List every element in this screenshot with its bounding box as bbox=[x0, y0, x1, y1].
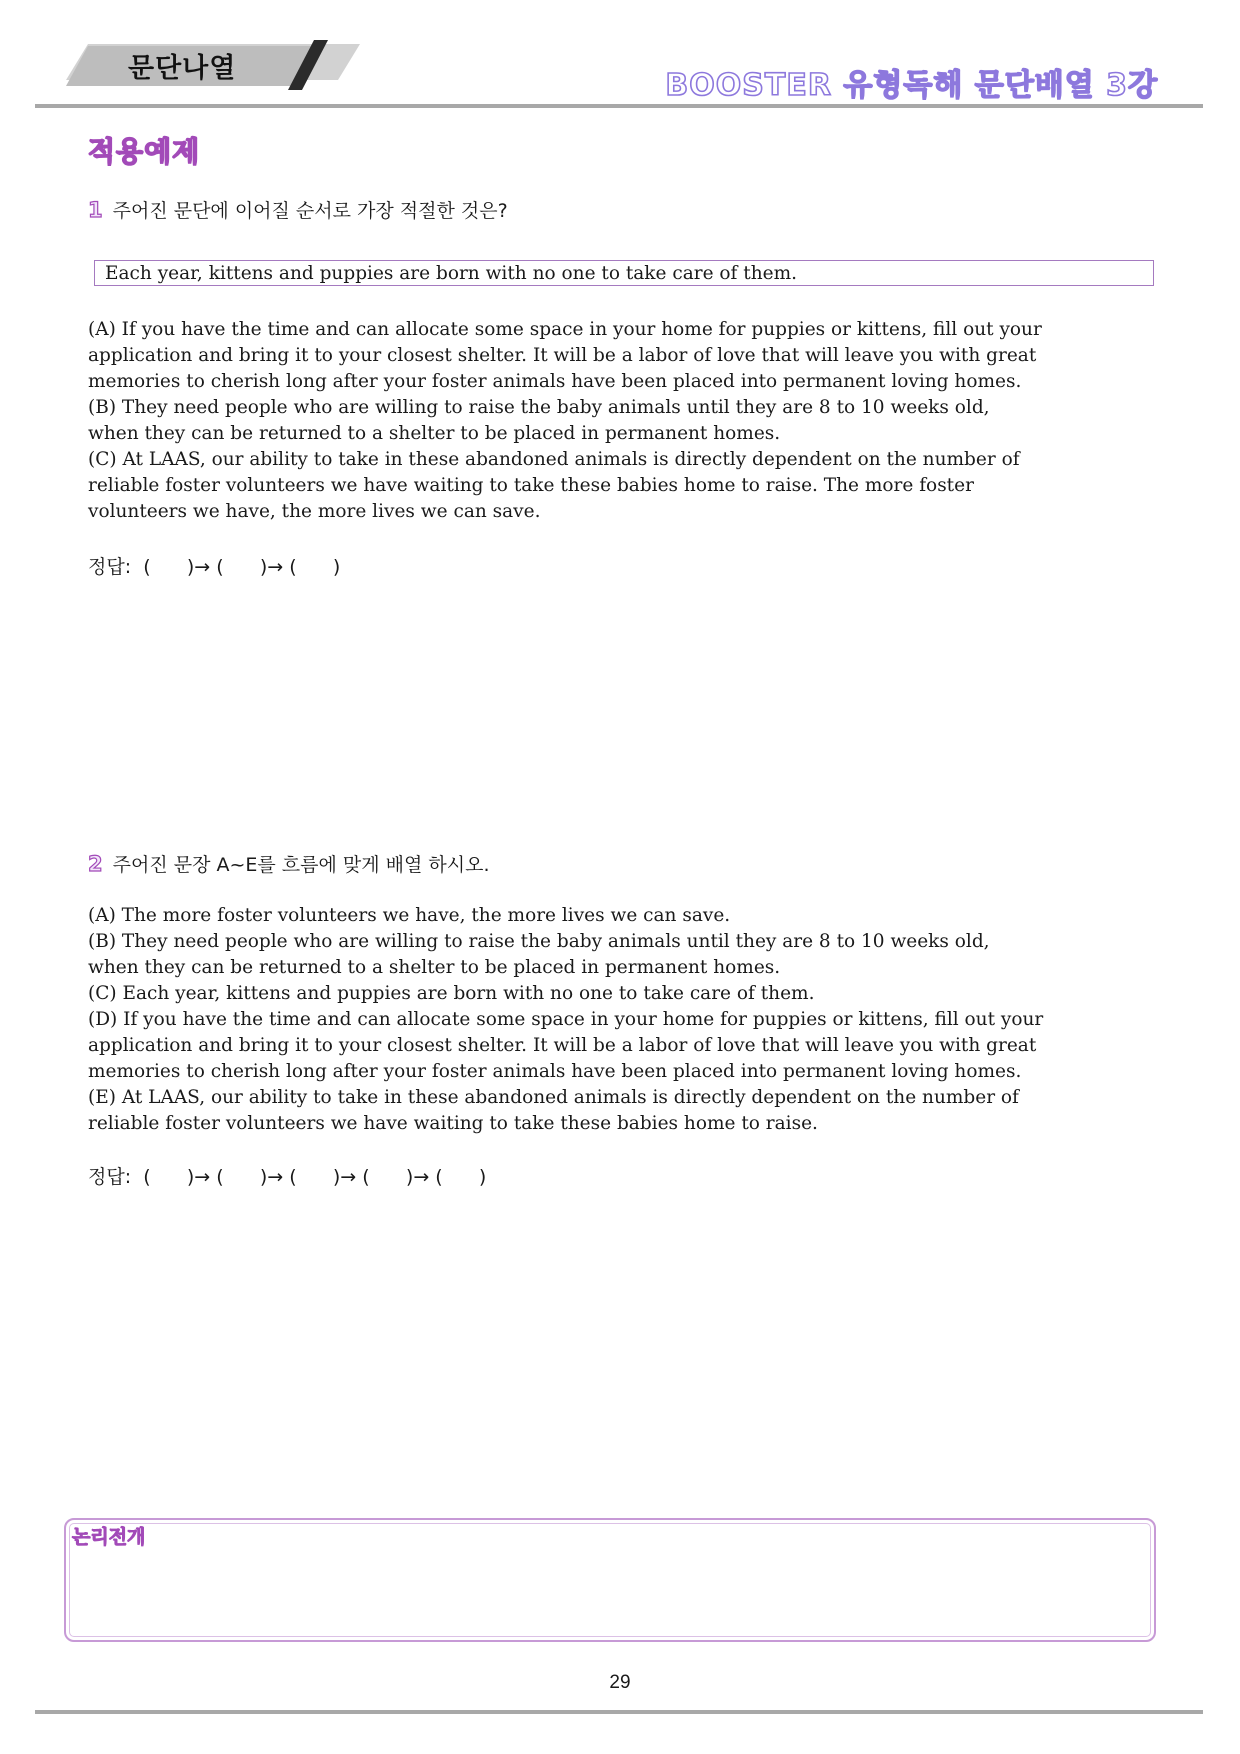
sentence-line: (A) The more foster volunteers we have, the more lives we can save. bbox=[88, 905, 731, 926]
passage-line: memories to cherish long after your foster animals have been placed into permanent loving homes. bbox=[88, 371, 1022, 392]
question-2-answer-blank[interactable]: 정답: ( )→ ( )→ ( )→ ( )→ ( ) bbox=[88, 1166, 487, 1188]
page-number: 29 bbox=[609, 1672, 631, 1693]
sentence-line: (D) If you have the time and can allocate some space in your home for puppies or kittens, fill out your bbox=[88, 1009, 1044, 1030]
footer-divider bbox=[35, 1710, 1203, 1714]
passage-line: (A) If you have the time and can allocate some space in your home for puppies or kittens, fill out your bbox=[88, 319, 1042, 340]
question-1-passages bbox=[88, 317, 1154, 525]
header-divider bbox=[35, 104, 1203, 108]
question-2-number: 2 bbox=[88, 852, 103, 876]
passage-line: application and bring it to your closest shelter. It will be a labor of love that will leave you with great bbox=[88, 345, 1037, 366]
question-1-answer-blank[interactable]: 정답: ( )→ ( )→ ( ) bbox=[88, 556, 341, 578]
question-1-number: 1 bbox=[88, 198, 103, 222]
sentence-line: reliable foster volunteers we have waiting to take these babies home to raise. bbox=[88, 1113, 818, 1134]
section-title: 적용예제 bbox=[88, 135, 201, 168]
sentence-line: (E) At LAAS, our ability to take in these abandoned animals is directly dependent on the number of bbox=[88, 1087, 1019, 1108]
header-tab-title: 문단나열 bbox=[128, 53, 237, 84]
question-2-instruction: 주어진 문장 A~E를 흐름에 맞게 배열 하시오. bbox=[112, 854, 490, 876]
passage-line: when they can be returned to a shelter to be placed in permanent homes. bbox=[88, 423, 781, 444]
sentence-line: (C) Each year, kittens and puppies are born with no one to take care of them. bbox=[88, 983, 815, 1004]
passage-line: (C) At LAAS, our ability to take in these abandoned animals is directly dependent on the number of bbox=[88, 449, 1020, 470]
question-1-instruction: 주어진 문단에 이어질 순서로 가장 적절한 것은? bbox=[112, 200, 508, 222]
question-1-heading bbox=[88, 196, 508, 223]
sentence-line: application and bring it to your closest shelter. It will be a labor of love that will leave you with great bbox=[88, 1035, 1037, 1056]
passage-line: (B) They need people who are willing to raise the baby animals until they are 8 to 10 weeks old, bbox=[88, 397, 990, 418]
given-paragraph-box: Each year, kittens and puppies are born with no one to take care of them. bbox=[94, 260, 1154, 286]
sentence-line: memories to cherish long after your foster animals have been placed into permanent loving homes. bbox=[88, 1061, 1022, 1082]
logic-notes-box[interactable] bbox=[64, 1518, 1156, 1642]
sentence-line: when they can be returned to a shelter to be placed in permanent homes. bbox=[88, 957, 781, 978]
logic-notes-label: 논리전개 bbox=[72, 1526, 146, 1548]
sentence-line: (B) They need people who are willing to raise the baby animals until they are 8 to 10 weeks old, bbox=[88, 931, 990, 952]
series-title: BOOSTER 유형독해 문단배열 3강 bbox=[665, 68, 1158, 103]
passage-line: reliable foster volunteers we have waiting to take these babies home to raise. The more foster bbox=[88, 475, 974, 496]
passage-line: volunteers we have, the more lives we can save. bbox=[88, 501, 541, 522]
question-2-sentences bbox=[88, 903, 1154, 1137]
question-2-heading bbox=[88, 850, 490, 877]
